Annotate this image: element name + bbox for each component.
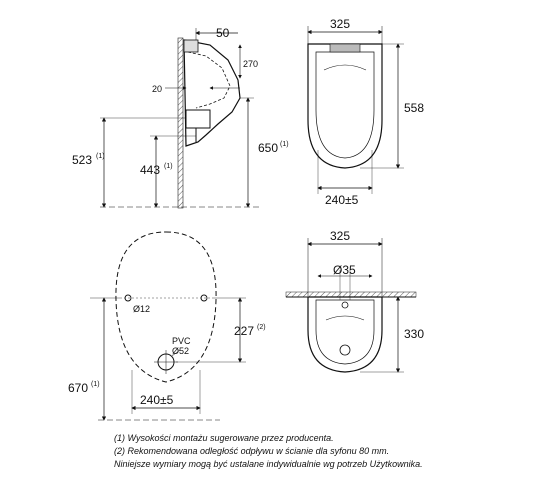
notes-block [114, 432, 554, 471]
dim-670: 670 [68, 381, 89, 395]
note-2: (2) Rekomendowana odległość odpływu w ścianie dla syfonu 80 mm. [114, 446, 390, 456]
note-1: (1) Wysokości montażu sugerowane przez producenta. [114, 433, 334, 443]
dim-650: 650 [258, 141, 279, 155]
side-view [72, 26, 289, 208]
top-dim-330: 330 [404, 327, 425, 341]
urinal-side-outline [184, 40, 240, 146]
dim-270: 270 [243, 59, 259, 69]
dim-227: 227 [234, 324, 255, 338]
dim-drain-52: Ø52 [172, 346, 190, 356]
trap-block [186, 110, 210, 128]
urinal-front-outline [308, 44, 382, 168]
dim-650-note: (1) [280, 141, 289, 148]
note-3: Niniejsze wymiary mogą być ustalane indywidualnie wg potrzeb Użytkownika. [114, 459, 423, 469]
dim-523-note: (1) [96, 153, 105, 160]
dim-443: 443 [140, 163, 161, 177]
inlet-block [184, 40, 198, 52]
dim-670-note: (1) [91, 381, 100, 388]
wall-hatch [178, 38, 183, 208]
top-view [286, 229, 424, 372]
front-dim-558: 558 [404, 101, 425, 115]
dim-hole-12: Ø12 [133, 304, 151, 314]
dim-20: 20 [152, 84, 163, 94]
pvc-label: PVC [172, 336, 191, 346]
front-dim-240: 240±5 [325, 193, 359, 207]
dim-443-note: (1) [164, 163, 173, 170]
top-dim-325: 325 [330, 229, 351, 243]
front-view [308, 17, 424, 207]
top-wall-hatch [286, 292, 416, 297]
urinal-side-inner [188, 52, 230, 108]
wall-dim-240: 240±5 [140, 393, 174, 407]
wall-view [68, 232, 266, 420]
dim-50: 50 [216, 26, 230, 40]
dim-523: 523 [72, 153, 93, 167]
urinal-front-inner [316, 52, 374, 158]
front-dim-325: 325 [330, 17, 351, 31]
dim-35: Ø35 [333, 263, 356, 277]
dim-227-note: (2) [257, 324, 266, 331]
